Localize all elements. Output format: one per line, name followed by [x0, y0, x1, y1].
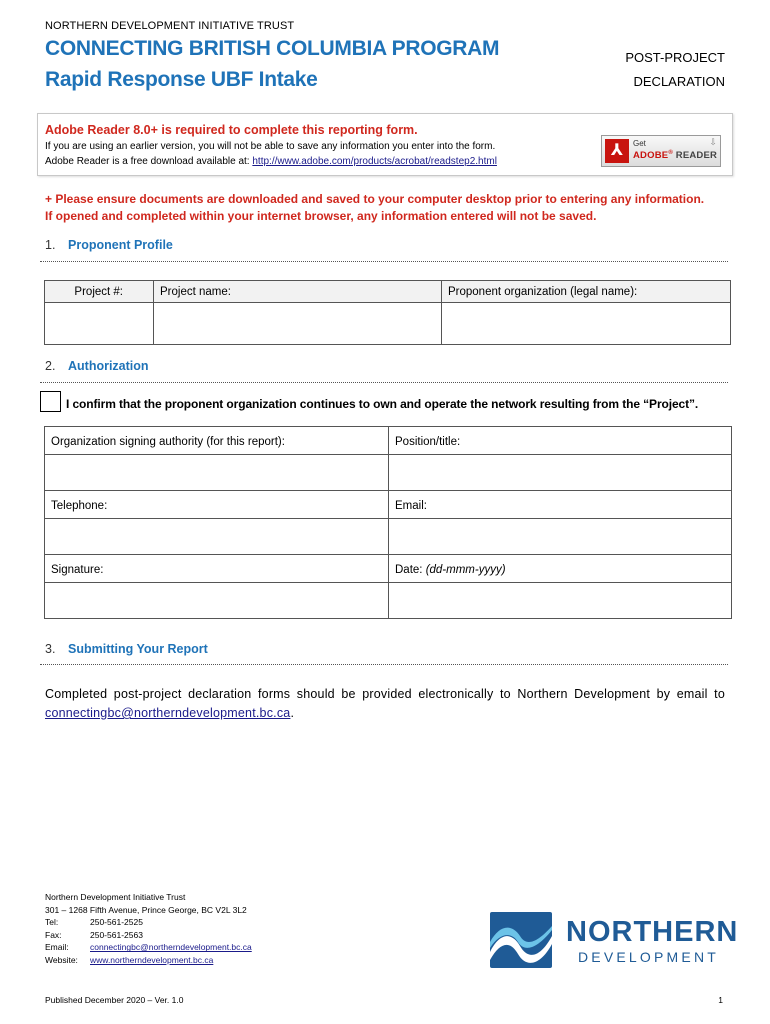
save-warning-line1: + Please ensure documents are downloaded and saved to your computer desktop prior to entering any information.: [45, 192, 705, 206]
project-name-field[interactable]: [154, 303, 442, 345]
footer-fax: 250-561-2563: [90, 929, 143, 940]
adobe-download-link[interactable]: http://www.adobe.com/products/acrobat/readstep2.html: [252, 156, 497, 167]
get-label: Get: [633, 139, 646, 148]
section1-title: Proponent Profile: [68, 238, 173, 252]
email-label: Email:: [389, 491, 732, 519]
proponent-org-field[interactable]: [442, 303, 731, 345]
proponent-profile-table: [44, 280, 731, 345]
save-warning: [45, 191, 704, 225]
reader-product-label: READER: [672, 150, 718, 162]
brand-word-development: DEVELOPMENT: [578, 949, 719, 965]
footer-address: 301 – 1268 Fifth Avenue, Prince George, BC V2L 3L2: [45, 904, 247, 915]
footer-website-label: Website:: [45, 954, 78, 965]
project-number-field[interactable]: [45, 303, 154, 345]
confirm-statement: I confirm that the proponent organization continues to own and operate the network resulting from the “Project”.: [66, 397, 699, 411]
section3-title: Submitting Your Report: [68, 642, 208, 656]
date-label-text: Date:: [395, 564, 426, 576]
signing-authority-field[interactable]: [45, 455, 389, 491]
submission-text: Completed post-project declaration forms should be provided electronically to Northern Development by email to: [45, 687, 725, 701]
project-name-label: Project name:: [154, 281, 442, 303]
position-title-label: Position/title:: [389, 427, 732, 455]
footer-org: Northern Development Initiative Trust: [45, 892, 186, 902]
proponent-org-label: Proponent organization (legal name):: [442, 281, 731, 303]
authorization-table: [44, 426, 732, 619]
wave-logo-icon: [490, 912, 552, 968]
date-label: [389, 555, 732, 583]
date-field[interactable]: [389, 583, 732, 619]
page-number: 1: [718, 995, 723, 1005]
download-arrow-icon: ⇩: [709, 137, 717, 147]
signature-label: Signature:: [45, 555, 389, 583]
section2-heading: [45, 359, 149, 373]
program-title: CONNECTING BRITISH COLUMBIA PROGRAM: [45, 37, 500, 60]
submission-email-link[interactable]: connectingbc@northerndevelopment.bc.ca: [45, 706, 291, 720]
date-format-hint: (dd-mmm-yyyy): [425, 564, 506, 576]
adobe-notice: [37, 113, 733, 176]
submission-instructions: [45, 685, 725, 723]
telephone-label: Telephone:: [45, 491, 389, 519]
footer-tel: 250-561-2525: [90, 917, 143, 928]
email-field[interactable]: [389, 519, 732, 555]
adobe-reader-label: [633, 150, 717, 161]
footer-email-label: Email:: [45, 942, 69, 953]
footer-website-link[interactable]: www.northerndevelopment.bc.ca: [90, 954, 214, 965]
save-warning-line2: If opened and completed within your internet browser, any information entered will not be saved.: [45, 209, 597, 223]
adobe-brand-label: ADOBE: [633, 150, 669, 162]
telephone-field[interactable]: [45, 519, 389, 555]
notice-line1: If you are using an earlier version, you will not be able to save any information you enter into the form.: [45, 141, 496, 152]
intake-title: Rapid Response UBF Intake: [45, 68, 318, 91]
org-name: NORTHERN DEVELOPMENT INITIATIVE TRUST: [45, 20, 295, 32]
northern-development-logo: [490, 912, 739, 970]
notice-heading: Adobe Reader 8.0+ is required to complete this reporting form.: [45, 123, 418, 137]
section3-divider: [40, 664, 728, 665]
signature-field[interactable]: [45, 583, 389, 619]
notice-line2: [45, 156, 497, 167]
position-title-field[interactable]: [389, 455, 732, 491]
doc-type-line1: POST-PROJECT: [625, 50, 725, 65]
section3-number: 3.: [45, 642, 56, 656]
section2-divider: [40, 382, 728, 383]
confirm-checkbox[interactable]: [40, 391, 61, 412]
doc-type-line2: DECLARATION: [633, 74, 725, 89]
notice-line2-prefix: Adobe Reader is a free download available at:: [45, 156, 253, 167]
section3-heading: [45, 642, 208, 656]
footer-contact: [45, 891, 252, 967]
adobe-reader-icon: ⅄: [605, 139, 629, 163]
section2-title: Authorization: [68, 359, 149, 373]
get-adobe-reader-button[interactable]: [601, 135, 721, 167]
section1-number: 1.: [45, 238, 56, 252]
registered-mark: ®: [668, 150, 673, 156]
brand-word-northern: NORTHERN: [566, 916, 739, 948]
footer-tel-label: Tel:: [45, 917, 59, 928]
footer-email-link[interactable]: connectingbc@northerndevelopment.bc.ca: [90, 942, 252, 953]
published-version: Published December 2020 – Ver. 1.0: [45, 995, 184, 1005]
section1-heading: [45, 238, 173, 252]
submission-end: .: [290, 706, 295, 720]
project-number-label: Project #:: [45, 281, 154, 303]
footer-fax-label: Fax:: [45, 929, 62, 940]
section1-divider: [40, 261, 728, 262]
signing-authority-label: Organization signing authority (for this report):: [45, 427, 389, 455]
section2-number: 2.: [45, 359, 56, 373]
